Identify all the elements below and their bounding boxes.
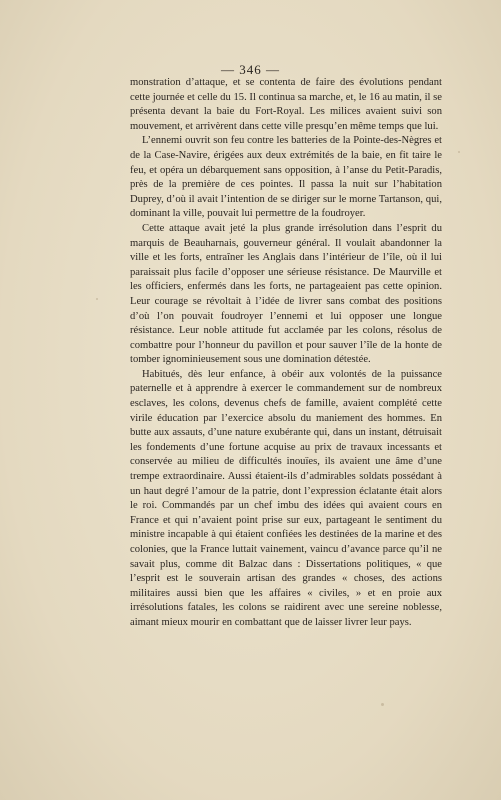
text-body [130, 76, 442, 631]
paragraph-2: L’ennemi ouvrit son feu contre les batteries de la Pointe-des-Nègres et de la Case-Navire, érigées aux deux extrémités de la baie, en fit taire le feu, et opéra un débarquement sans opposition, à l’anse du Petit-Paradis, près de la première de ces pointes. Il passa la nuit sur l’habitation Duprey, d’où il avait l’intention de se diriger sur le morne Tartanson, qui, dominant la ville, pouvait lui permettre de la foudroyer. [130, 135, 442, 220]
paper-spot [96, 298, 98, 300]
paper-spot [381, 703, 384, 706]
page-number: — 346 — [221, 62, 280, 77]
paragraph-4: Habitués, dès leur enfance, à obéir aux volontés de la puissance paternelle et à apprendre à exercer le commandement sur de nombreux esclaves, les colons, devenus chefs de famille, avaient complété cette virile éducation par l’exercice absolu du maniement des hommes. En butte aux assauts, d’une nature exubérante qui, dans un instant, détruisait les fondements d’une fortune acquise au prix de travaux incessants et conservée au milieu de difficultés inouïes, ils avaient une âme d’une trempe extraordinaire. Aussi étaient-ils d’admirables soldats possédant à un haut degré l’amour de la patrie, dont l’expression éclatante était alors le roi. Commandés par un chef imbu des idées qui avaient cours en France et qui n’avaient point prise sur eux, partageant le sentiment du ministre incapable à qui étaient confiées les destinées de la marine et des colonies, que la France luttait vainement, vaincu d’avance parce qu’il ne savait plus, comme dit Balzac dans : Dissertations politiques, « que l’esprit est le souverain artisan des grandes « choses, des actions militaires aussi bien que les affaires « civiles, » et en proie aux irrésolutions fatales, les colons se raidirent avec une sereine noblesse, aimant mieux mourir en combattant que de laisser livrer leur pays. [130, 368, 442, 628]
paragraph-1: monstration d’attaque, et se contenta de faire des évolutions pendant cette journée et celle du 15. Il continua sa marche, et, le 16 au matin, il se présenta devant la baie du Fort-Royal. Les milices avaient suivi son mouvement, et arrivèrent dans cette ville presqu’en même temps que lui. [130, 77, 442, 132]
paragraph-3: Cette attaque avait jeté la plus grande irrésolution dans l’esprit du marquis de Beauharnais, gouverneur général. Il voulait abandonner la ville et les forts, entraîner les Anglais dans l’intérieur de l’île, où il lui paraissait plus facile d’opposer une sérieuse résistance. De Maurville et les officiers, enfermés dans les forts, ne partageaient pas cette opinion. Leur courage se révoltait à l’idée de livrer sans combat des positions d’où l’on pouvait foudroyer l’ennemi et lui opposer une longue résistance. Leur noble attitude fut acclamée par les colons, résolus de combattre pour l’honneur du pavillon et pour sauver l’île de la honte de tomber ignominieusement sous une domination détestée. [130, 222, 442, 366]
paper-spot [458, 151, 460, 153]
